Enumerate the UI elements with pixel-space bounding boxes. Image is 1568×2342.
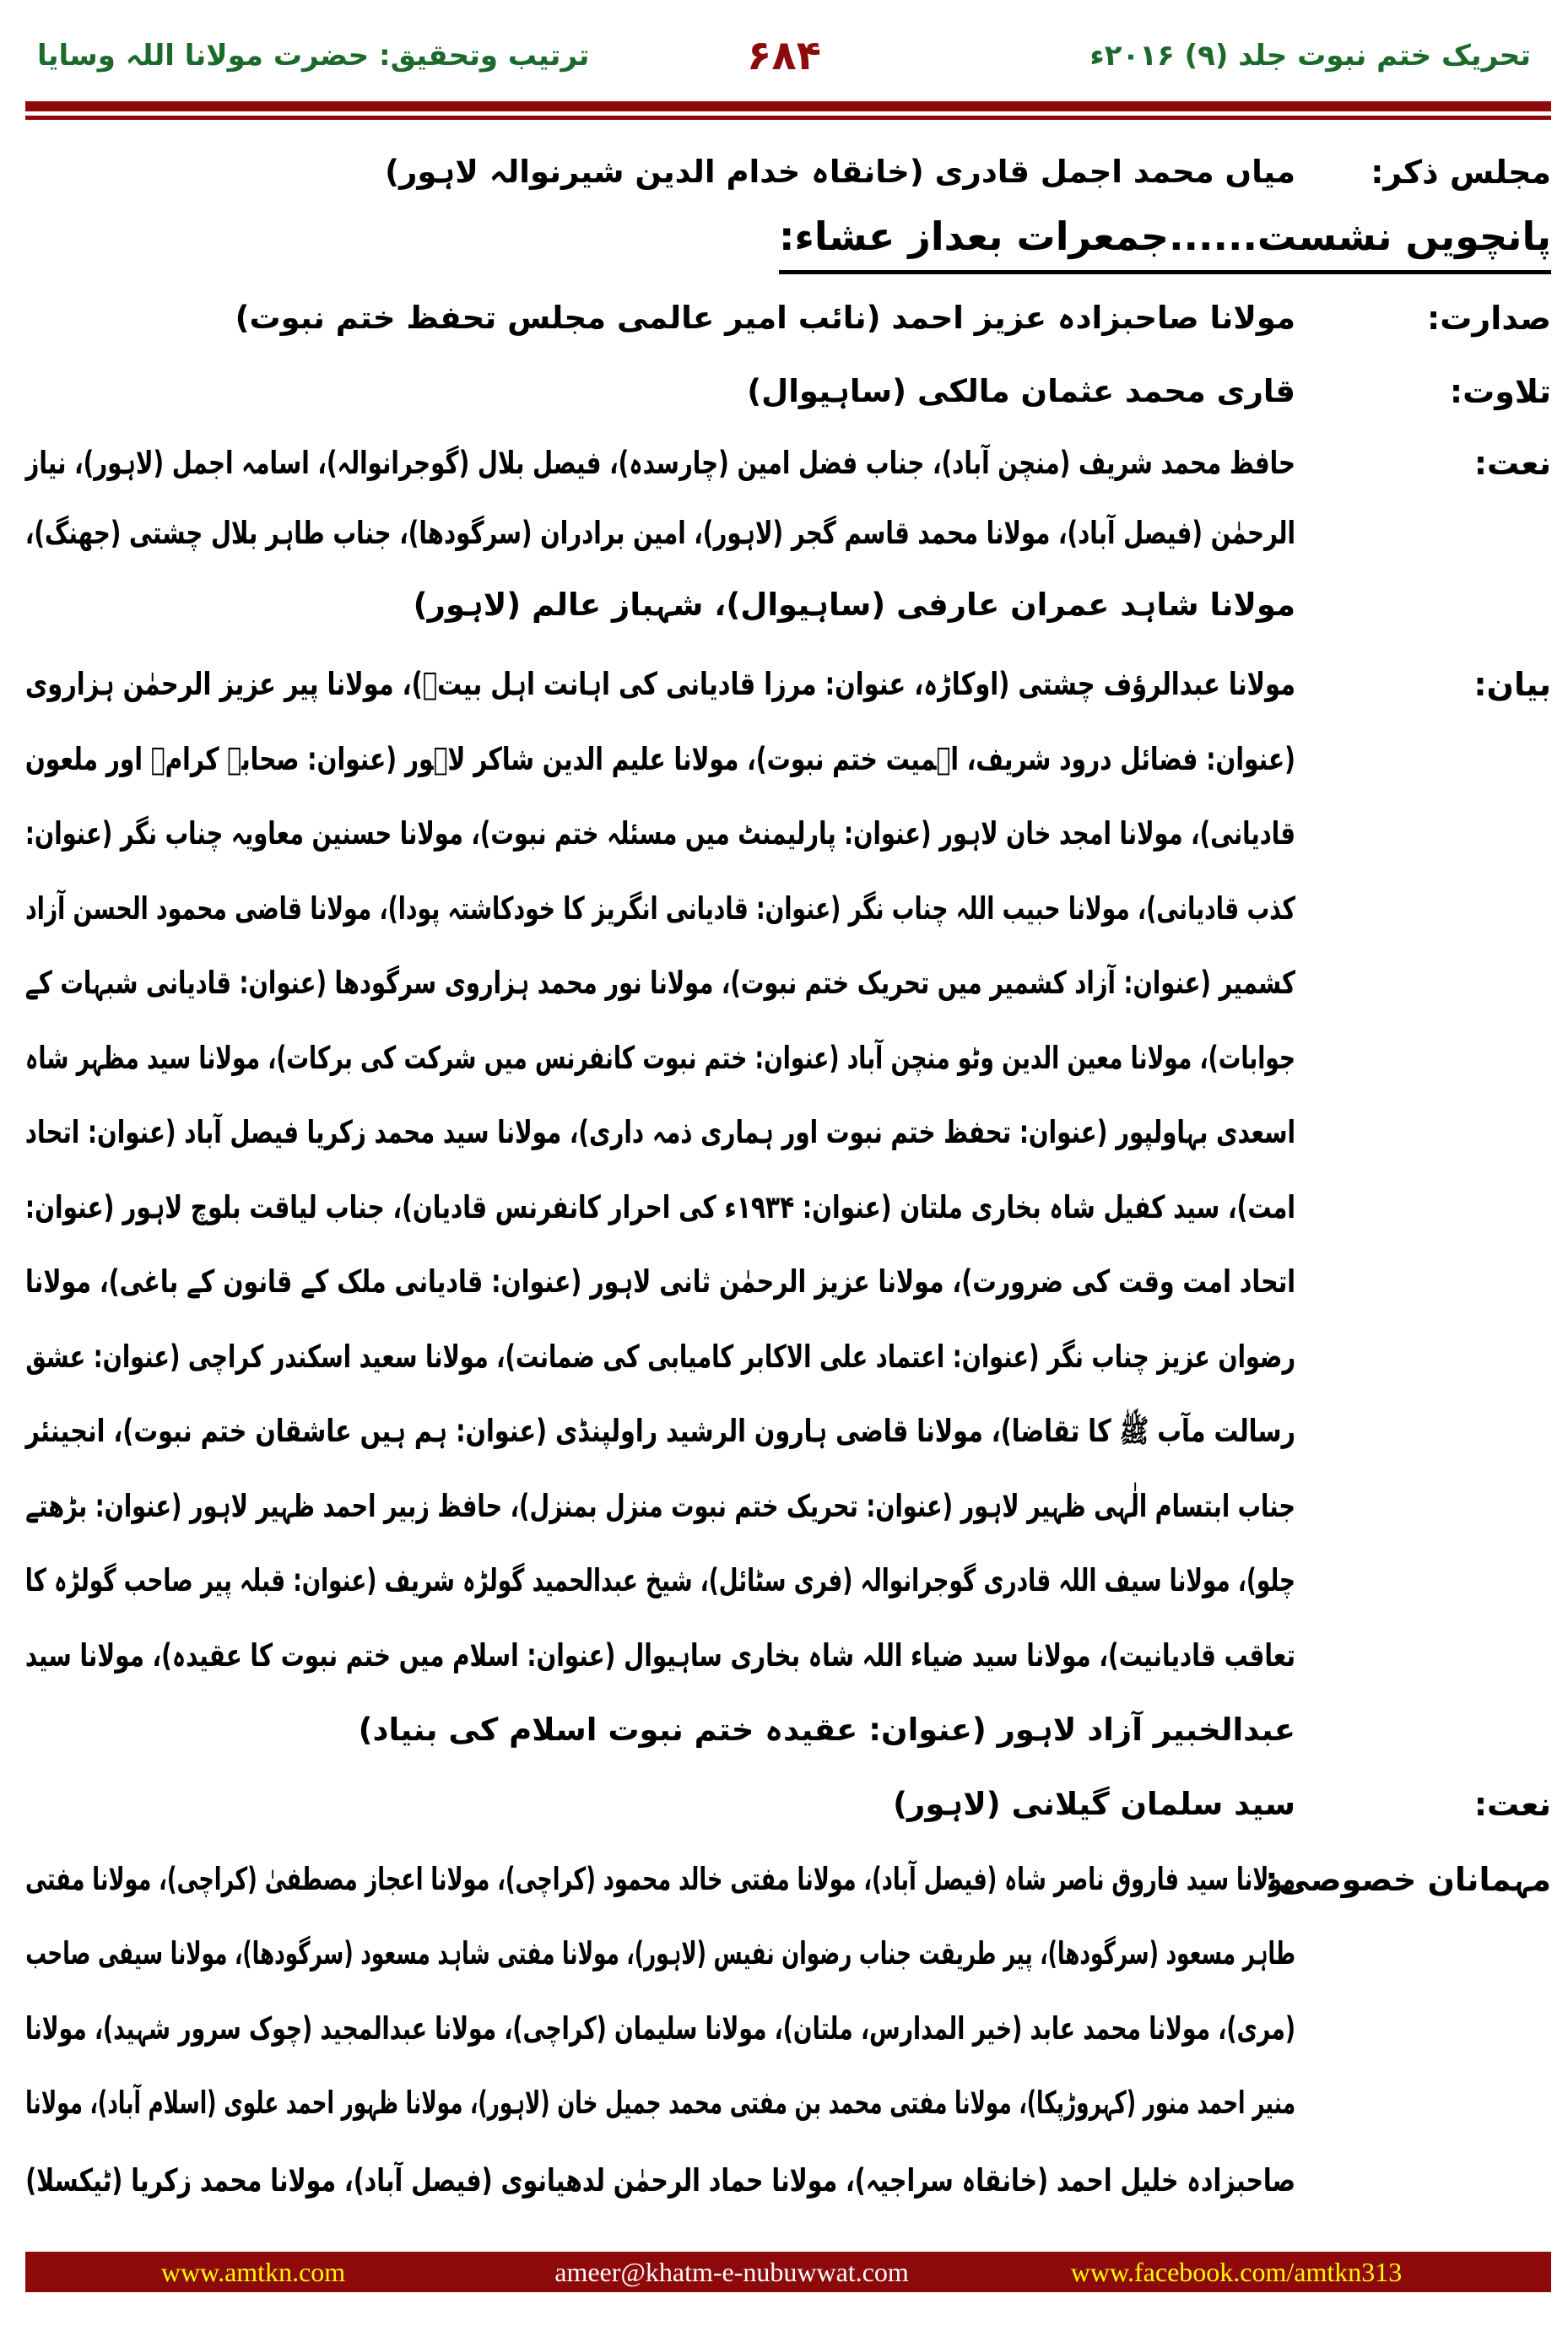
bayan-text-line: اتحاد امت وقت کی ضرورت)، مولانا عزیز الرحمٰن ثانی لاہور (عنوان: قادیانی ملک کے قانون کے باغی)، مولانا [24, 1263, 1296, 1300]
footer-facebook-link[interactable]: www.facebook.com/amtkn313 [1070, 2257, 1403, 2287]
naat-text-line: مولانا شاہد عمران عارفی (ساہیوال)، شہباز عالم (لاہور) [413, 587, 1295, 623]
sadarat-text-line: مولانا صاحبزادہ عزیز احمد (نائب امیر عالمی مجلس تحفظ ختم نبوت) [235, 300, 1295, 336]
zikr-text-line: میاں محمد اجمل قادری (خانقاہ خدام الدین شیرنوالہ لاہور) [385, 154, 1295, 190]
bayan-text-line: اسعدی بہاولپور (عنوان: تحفظ ختم نبوت اور ہماری ذمہ داری)، مولانا سید محمد زکریا فیصل آباد (عنوان: اتحاد [24, 1114, 1296, 1150]
bayan-text-line: کشمیر (عنوان: آزاد کشمیر میں تحریک ختم نبوت)، مولانا نور محمد ہزاروی سرگودھا (عنوان: قادیانی شبہات کے [24, 965, 1296, 1001]
bayan-text-line: (عنوان: فضائل درود شریف، اہمیت ختم نبوت)، مولانا علیم الدین شاکر لاہور (عنوان: صحابہ کرامؓ اور ملعون [24, 740, 1296, 777]
footer-website-link[interactable]: www.amtkn.com [160, 2257, 346, 2287]
tilawat-label: تلاوت: [1449, 373, 1551, 410]
naat-text-line: الرحمٰن (فیصل آباد)، مولانا محمد قاسم گجر (لاہور)، امین برادران (سرگودھا)، جناب طاہر بلال چشتی (جھنگ)، [24, 515, 1296, 551]
session-heading: پانچویں نشست......جمعرات بعداز عشاء: [779, 203, 1551, 274]
bayan-text-line: قادیانی)، مولانا امجد خان لاہور (عنوان: پارلیمنٹ میں مسئلہ ختم نبوت)، مولانا حسنین معاویہ چناب نگر (عنوان: [24, 815, 1295, 852]
footer-email-link[interactable]: ameer@khatm-e-nubuwwat.com [554, 2257, 909, 2287]
header-rule-thick [25, 101, 1551, 111]
guests-text-line: مولانا سید فاروق ناصر شاہ (فیصل آباد)، مولانا مفتی خالد محمود (کراچی)، مولانا اعجاز مصطفیٰ (کراچی)، مولانا مفتی [25, 1861, 1295, 1897]
bayan-text-line: امت)، سید کفیل شاہ بخاری ملتان (عنوان: ۱۹۳۴ء کی احرار کانفرنس قادیان)، جناب لیاقت بلوچ لاہور (عنوان: [24, 1188, 1295, 1225]
bayan-text-line: تعاقب قادیانیت)، مولانا سید ضیاء اللہ شاہ بخاری ساہیوال (عنوان: اسلام میں ختم نبوت کا عقیدہ)، مولانا سید [24, 1636, 1296, 1674]
footer-bar [25, 2252, 1551, 2292]
zikr-label: مجلس ذکر: [1371, 154, 1551, 191]
guests-text-line: طاہر مسعود (سرگودھا)، پیر طریقت جناب رضوان نفیس (لاہور)، مولانا مفتی شاہد مسعود (سرگودھا)، مولانا سیفی صاحب [25, 1935, 1295, 1971]
bayan-text-line: کذب قادیانی)، مولانا حبیب اللہ چناب نگر (عنوان: قادیانی انگریز کا خودکاشتہ پودا)، مولانا قاضی محمود الحسن آزاد [25, 890, 1295, 927]
naat2-text-line: سید سلمان گیلانی (لاہور) [893, 1786, 1295, 1822]
page-number: ۶۸۴ [747, 32, 821, 79]
guests-text-line: منیر احمد منور (کہروڑپکا)، مولانا مفتی محمد بن مفتی محمد جمیل خان (لاہور)، مولانا ظہور احمد علوی (اسلام آباد)، مولانا [25, 2085, 1296, 2121]
tilawat-text-line: قاری محمد عثمان مالکی (ساہیوال) [747, 373, 1295, 409]
guests-text-line: صاحبزادہ خلیل احمد (خانقاہ سراجیہ)، مولانا حماد الرحمٰن لدھیانوی (فیصل آباد)، مولانا محمد زکریا (ٹیکسلا) [25, 2162, 1296, 2199]
bayan-text-line: رضوان عزیز چناب نگر (عنوان: اعتماد علی الاکابر کامیابی کی ضمانت)، مولانا سعید اسکندر کراچی (عنوان: عشق [25, 1338, 1296, 1375]
bayan-text-line: رسالت مآب ﷺ کا تقاضا)، مولانا قاضی ہارون الرشید راولپنڈی (عنوان: ہم ہیں عاشقان ختم نبوت)، انجینئر [25, 1413, 1295, 1449]
bayan-text-line: چلو)، مولانا سیف اللہ قادری گوجرانوالہ (فری سٹائل)، شیخ عبدالحمید گولڑہ شریف (عنوان: قبلہ پیر صاحب گولڑہ کا [24, 1562, 1295, 1598]
bayan-text-line: عبدالخبیر آزاد لاہور (عنوان: عقیدہ ختم نبوت اسلام کی بنیاد) [358, 1712, 1295, 1748]
compiler-credit: ترتیب وتحقیق: حضرت مولانا اللہ وسایا [37, 39, 590, 73]
book-title: تحریک ختم نبوت جلد (۹) ۲۰۱۶ء [1089, 39, 1531, 73]
naat2-label: نعت: [1473, 1786, 1551, 1823]
guests-text-line: (مری)، مولانا محمد عابد (خیر المدارس، ملتان)، مولانا سلیمان (کراچی)، مولانا عبدالمجید (چوک سرور شہید)، مولانا [24, 2010, 1296, 2047]
header-rule-thin [25, 116, 1551, 120]
bayan-text-line: جناب ابتسام الٰہی ظہیر لاہور (عنوان: تحریک ختم نبوت منزل بمنزل)، حافظ زبیر احمد ظہیر لاہور (عنوان: بڑھتے [25, 1487, 1296, 1524]
bayan-text-line: جوابات)، مولانا معین الدین وٹو منچن آباد (عنوان: ختم نبوت کانفرنس میں شرکت کی برکات)، مولانا سید مظہر شاہ [24, 1039, 1295, 1076]
bayan-text-line: مولانا عبدالرؤف چشتی (اوکاڑہ، عنوان: مرزا قادیانی کی اہانت اہل بیتؓ)، مولانا پیر عزیز الرحمٰن ہزاروی [24, 666, 1295, 702]
bayan-label: بیان: [1473, 666, 1551, 703]
sadarat-label: صدارت: [1427, 300, 1551, 337]
naat-text-line: حافظ محمد شریف (منچن آباد)، جناب فضل امین (چارسدہ)، فیصل بلال (گوجرانوالہ)، اسامہ اجمل (لاہور)، نیاز [25, 445, 1295, 481]
naat-label: نعت: [1473, 445, 1551, 482]
guests-label: مہمانان خصوصی: [1265, 1861, 1551, 1898]
